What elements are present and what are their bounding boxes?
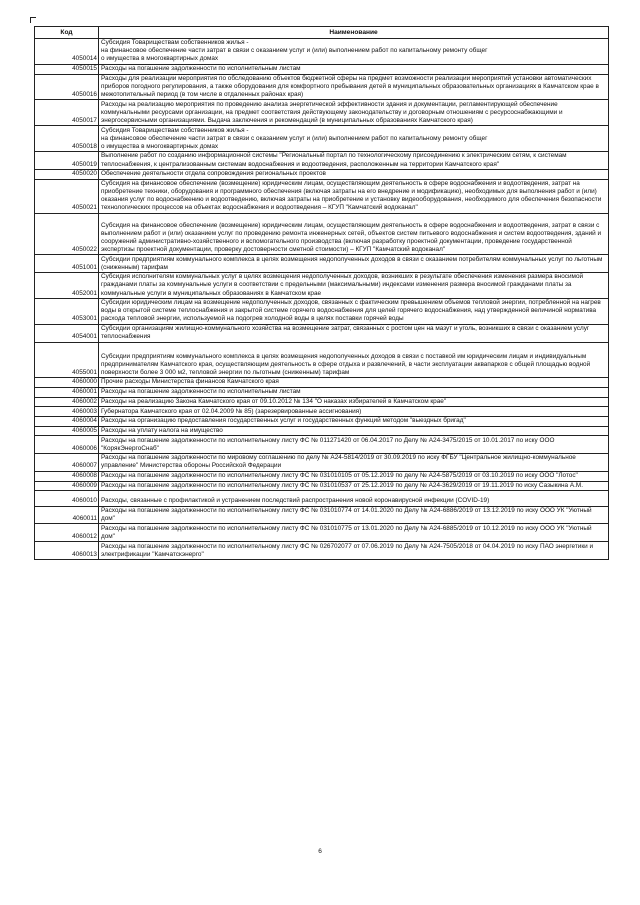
row-code: 4052001 xyxy=(35,273,99,299)
page-number: 6 xyxy=(318,848,322,855)
table-row xyxy=(35,255,609,273)
table-row xyxy=(35,342,609,378)
row-code: 4050022 xyxy=(35,213,99,255)
table-row xyxy=(35,436,609,454)
table-row xyxy=(35,378,609,388)
row-name: Субсидия исполнителям коммунальных услуг в целях возмещения недополученных доходов, возникших в результате обеспечения изменения размера вносимой гражданами платы за коммунальные услуги в соответствии с предельными (максимальными) индексами изменения размера вносимой гражданами платы за коммунальные услуги в муниципальных образованиях в Камчатском крае xyxy=(99,273,609,299)
table-row xyxy=(35,387,609,397)
table-row xyxy=(35,74,609,100)
row-code: 4060007 xyxy=(35,454,99,472)
row-code: 4060003 xyxy=(35,407,99,417)
table-row xyxy=(35,471,609,481)
row-name: Выполнение работ по созданию информационной системы "Региональный портал по технологическому присоединению к электрическим сетям, к системам теплоснабжения, к централизованным системам водоснабжения и водоотведения, расположенным на территории Камчатского края" xyxy=(99,152,609,170)
row-code: 4060000 xyxy=(35,378,99,388)
header-code: Код xyxy=(35,27,99,39)
row-code: 4054001 xyxy=(35,324,99,342)
table-row xyxy=(35,179,609,213)
row-name: Расходы на реализацию Закона Камчатского края от 09.10.2012 № 134 "О наказах избирателей в Камчатском крае" xyxy=(99,397,609,407)
table-row xyxy=(35,169,609,179)
table-row xyxy=(35,324,609,342)
row-code: 4060011 xyxy=(35,506,99,524)
row-name: Расходы на погашение задолженности по исполнительному листу ФС № 031010105 от 05.12.2019 по делу № А24-5875/2019 от 03.10.2019 по иску ООО "Лотос" xyxy=(99,471,609,481)
row-code: 4060013 xyxy=(35,542,99,560)
row-code: 4060008 xyxy=(35,471,99,481)
row-code: 4050019 xyxy=(35,152,99,170)
row-name: Субсидия на финансовое обеспечение (возмещение) юридическим лицам, осуществляющим деятельность в сфере водоснабжения и водоотведения, затрат в связи с выполнением работ и (или) оказанием услуг по проведению ремонта инженерных сетей, объектов систем питьевого водоснабжения и систем водоотведения, зданий и сооружений административно-хозяйственного и вспомогательного производства (включая разработку проектной документации, проведение государственной экспертизы проектной документации, проверку достоверности сметной стоимости) – КГУП "Камчатский водоканал" xyxy=(99,213,609,255)
row-code: 4050017 xyxy=(35,100,99,126)
row-name: Расходы на погашение задолженности по исполнительному листу ФС № 011271420 от 06.04.2017 по Делу № А24-3475/2015 от 10.01.2017 по иску ООО "КорякЭнергоСнаб" xyxy=(99,436,609,454)
corner-mark xyxy=(30,17,36,23)
row-name: Субсидии предприятиям коммунального комплекса в целях возмещения недополученных доходов в связи с поставкой им юридическим лицам и индивидуальным предпринимателям Камчатского края, осуществляющим деятельность в сфере отдыха и развлечений, в части эксплуатации аквапарков с общей площадью водной поверхности более 3 000 м2, тепловой энергии по льготным (сниженным) тарифам xyxy=(99,342,609,378)
row-name: Расходы на погашение задолженности по исполнительному листу ФС № 031010537 от 25.12.2019 по делу № А24-3629/2019 от 19.11.2019 по иску Сазыкина А.М. xyxy=(99,481,609,491)
row-name: Расходы на организацию предоставления государственных услуг и государственных функций методом "выездных бригад" xyxy=(99,416,609,426)
table-row xyxy=(35,454,609,472)
table-row xyxy=(35,524,609,542)
row-name: Субсидия Товариществам собственников жилья - на финансовое обеспечение части затрат в связи с оказанием услуг и (или) выполнением работ по капитальному ремонту общег о имущества в многоквартирных домах xyxy=(99,39,609,65)
table-row xyxy=(35,407,609,417)
row-code: 4050021 xyxy=(35,179,99,213)
row-name: Расходы на погашение задолженности по мировому соглашению по делу № А24-5814/2019 от 30.09.2019 по иску ФГБУ "Центральное жилищно-коммунальное управление" Министерства обороны Российской Федерации xyxy=(99,454,609,472)
table-header-row xyxy=(35,27,609,39)
row-name: Прочие расходы Министерства финансов Камчатского края xyxy=(99,378,609,388)
table-row xyxy=(35,416,609,426)
table-row xyxy=(35,426,609,436)
row-name: Субсидии организациям жилищно-коммунального хозяйства на возмещение затрат, связанных с ростом цен на мазут и уголь, возникших в связи с оказанием услуг теплоснабжения xyxy=(99,324,609,342)
row-name: Расходы на погашение задолженности по исполнительному листу ФС № 031010775 от 13.01.2020 по Делу № А24-6885/2019 от 10.12.2019 по иску ООО УК "Уютный дом" xyxy=(99,524,609,542)
row-name: Расходы на уплату налога на имущество xyxy=(99,426,609,436)
row-name: Субсидия Товариществам собственников жилья - на финансовое обеспечение части затрат в связи с оказанием услуг и (или) выполнением работ по капитальному ремонту общег о имущества в многоквартирных домах xyxy=(99,126,609,152)
row-name: Расходы, связанные с профилактикой и устранением последствий распространения новой коронавирусной инфекции (COVID-19) xyxy=(99,491,609,506)
budget-code-table-wrap xyxy=(34,26,608,560)
row-code: 4050015 xyxy=(35,64,99,74)
table-row xyxy=(35,152,609,170)
row-code: 4060005 xyxy=(35,426,99,436)
row-name: Субсидия на финансовое обеспечение (возмещение) юридическим лицам, осуществляющим деятельность в сфере водоснабжения и водоотведения, затрат на приобретение техники, оборудования и программного обеспечения (включая затраты на его внедрение и модификацию), необходимых для выполнения работ и (или) оказания услуг по водоснабжению и водоотведению, включая затраты на приобретение и установку видеооборудования, необходимого для обеспечения безопасности технологических процессов на объектах водоснабжения и водоотведения – КГУП "Камчатский водоканал" xyxy=(99,179,609,213)
row-code: 4060001 xyxy=(35,387,99,397)
table-row xyxy=(35,506,609,524)
row-name: Расходы на погашение задолженности по исполнительному листу ФС № 026702077 от 07.06.2019 по Делу № А24-7505/2018 от 04.04.2019 по иску ПАО энергетики и электрификации "Камчатскэнерго" xyxy=(99,542,609,560)
row-name: Расходы на погашение задолженности по исполнительному листу ФС № 031010774 от 14.01.2020 по Делу № А24-6886/2019 от 13.12.2019 по иску ООО УК "Уютный дом" xyxy=(99,506,609,524)
table-row xyxy=(35,39,609,65)
row-code: 4060004 xyxy=(35,416,99,426)
row-name: Обеспечение деятельности отдела сопровождения региональных проектов xyxy=(99,169,609,179)
row-code: 4050016 xyxy=(35,74,99,100)
table-body xyxy=(35,39,609,560)
row-name: Расходы на погашение задолженности по исполнительным листам xyxy=(99,64,609,74)
row-code: 4060006 xyxy=(35,436,99,454)
row-code: 4060002 xyxy=(35,397,99,407)
row-code: 4060012 xyxy=(35,524,99,542)
table-row xyxy=(35,100,609,126)
row-name: Расходы на реализацию мероприятия по проведению анализа энергетической эффективности здания и документации, регламентирующей обеспечение коммунальными ресурсами организации, на предмет соответствия действующему законодательству и договорным отношениям с ресурсоснабжающими и энергосервисными организациями. Выдача заключения и рекомендаций (в муниципальных образованиях Камчатского края) xyxy=(99,100,609,126)
row-code: 4050020 xyxy=(35,169,99,179)
row-name: Губернатора Камчатского края от 02.04.2009 № 85) (зарезервированные ассигнования) xyxy=(99,407,609,417)
table-row xyxy=(35,298,609,324)
table-row xyxy=(35,64,609,74)
row-code: 4050018 xyxy=(35,126,99,152)
row-code: 4055001 xyxy=(35,342,99,378)
row-code: 4053001 xyxy=(35,298,99,324)
row-name: Субсидии юридическим лицам на возмещение недополученных доходов, связанных с фактическим превышением объемов тепловой энергии, потребленной на нагрев воды в открытой системе теплоснабжения и закрытой системе горячего водоснабжения для целей горячего водоснабжения, над утвержденной величиной норматива расхода тепловой энергии, используемой на подогрев холодной воды в целях поставки горячей воды xyxy=(99,298,609,324)
row-name: Расходы на погашение задолженности по исполнительным листам xyxy=(99,387,609,397)
header-name: Наименование xyxy=(99,27,609,39)
table-row xyxy=(35,126,609,152)
table-row xyxy=(35,491,609,506)
table-row xyxy=(35,542,609,560)
table-row xyxy=(35,397,609,407)
table-row xyxy=(35,273,609,299)
row-name: Расходы для реализации мероприятия по обследованию объектов бюджетной сферы на предмет возможности реализации мероприятий установки автоматических приборов погодного регулирования, а также оборудования для комфортного пребывания детей в муниципальных образовательных организациях в Камчатском крае в межотопительный период (в том числе в отдаленных районах края) xyxy=(99,74,609,100)
budget-code-table xyxy=(34,26,609,560)
row-code: 4060010 xyxy=(35,491,99,506)
row-code: 4051001 xyxy=(35,255,99,273)
row-code: 4050014 xyxy=(35,39,99,65)
row-name: Субсидии предприятиям коммунального комплекса в целях возмещения недополученных доходов в связи с оказанием потребителям коммунальных услуг по льготным (сниженным) тарифам xyxy=(99,255,609,273)
table-row xyxy=(35,481,609,491)
table-row xyxy=(35,213,609,255)
row-code: 4060009 xyxy=(35,481,99,491)
